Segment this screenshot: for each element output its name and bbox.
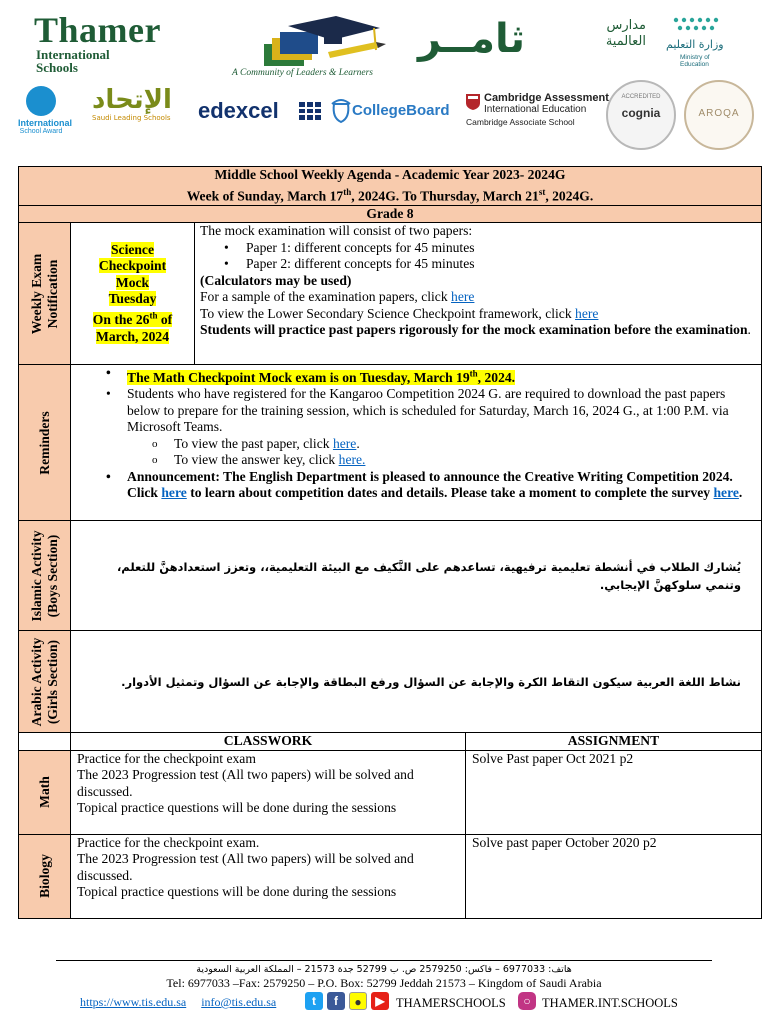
collegeboard-logo: CollegeBoard — [330, 94, 456, 126]
paper-1-item: • Paper 1: different concepts for 45 minutes — [200, 240, 757, 257]
accreditation-logos: International School Award الإتحاد Saudi Leading Schools edexcel CollegeBoard Cambridge Assessment International Education Cambridge Associate School ACCREDITED cognia AROQA — [0, 80, 768, 140]
aroqa-accreditation-seal: AROQA — [684, 80, 754, 150]
classwork-header: CLASSWORK — [71, 733, 466, 751]
graduation-cap-icon — [258, 14, 388, 70]
email-link[interactable]: info@tis.edu.sa — [201, 995, 277, 1009]
youtube-icon[interactable]: ▶ — [371, 992, 389, 1010]
grade-label: Grade 8 — [19, 205, 762, 223]
moe-dots-icon — [670, 16, 726, 34]
islamic-activity-side-label: Islamic Activity (Boys Section) — [19, 521, 71, 631]
creative-writing-announcement: • Announcement: The English Department is pleased to announce the Creative Writing Competition 2024. Click here to learn about competition dates and details. Please take a moment to complete the survey here. — [76, 469, 757, 502]
instagram-handle: THAMER.INT.SCHOOLS — [542, 996, 678, 1010]
paper-2-item: • Paper 2: different concepts for 45 minutes — [200, 256, 757, 273]
assignment-header: ASSIGNMENT — [465, 733, 761, 751]
framework-link[interactable]: here — [575, 305, 599, 321]
weekly-exam-side-label: Weekly Exam Notification — [19, 223, 71, 365]
subject-row-math: Math Practice for the checkpoint exam The 2023 Progression test (All two papers) will be solved and discussed. Topical practice questions will be done during the sessions Solve Past paper Oct 2021 p2 — [19, 750, 762, 834]
mock-exam-details: The mock examination will consist of two papers: • Paper 1: different concepts for 45 minutes • Paper 2: different concepts for 45 minutes (Calculators may be used) For a sample of the examination papers, click here To view the Lower Secondary Science Checkpoint framework, click here Students will practice past papers rigorously for the mock examination before the examination. — [195, 223, 762, 365]
international-school-award-logo: International School Award — [18, 86, 64, 136]
footer-contact: Tel: 6977033 –Fax: 2579250 – P.O. Box: 52799 Jeddah 21573 – Kingdom of Saudi Arabia — [166, 976, 602, 990]
biology-assignment: Solve past paper October 2020 p2 — [465, 834, 761, 918]
isa-badge-icon — [26, 86, 56, 116]
edexcel-logo: edexcel — [198, 98, 279, 123]
subject-row-biology: Biology Practice for the checkpoint exam. The 2023 Progression test (All two papers) will be solved and discussed. Topical practice questions will be done during the sessions Solve past paper October 2020 p2 — [19, 834, 762, 918]
instagram-icon[interactable]: ○ — [518, 992, 536, 1010]
reminders-side-label: Reminders — [19, 365, 71, 521]
biology-classwork: Practice for the checkpoint exam. The 2023 Progression test (All two papers) will be solved and discussed. Topical practice questions will be done during the sessions — [71, 834, 466, 918]
footer-arabic-contact: هاتف: 6977033 – فاكس: 2579250 ص. ب 52799 جدة 21573 – المملكة العربية السعودية — [196, 964, 572, 975]
cambridge-shield-icon — [466, 94, 480, 110]
thamer-logo-en: Thamer International Schools — [34, 10, 161, 75]
edexcel-grid-icon — [299, 102, 321, 120]
math-mock-reminder: • The Math Checkpoint Mock exam is on Tuesday, March 19th, 2024. — [76, 365, 757, 386]
math-classwork: Practice for the checkpoint exam The 2023 Progression test (All two papers) will be solved and discussed. Topical practice questions will be done during the sessions — [71, 750, 466, 834]
collegeboard-acorn-icon — [330, 94, 352, 124]
letterhead — [0, 0, 768, 140]
arabic-activity-side-label: Arabic Activity (Girls Section) — [19, 631, 71, 733]
islamic-activity-text: يُشارك الطلاب في أنشطة تعليمية ترفيهية، تساعدهم على التَّكيف مع البيئة التعليمية،، وتعزز استعدادهنَّ للتعلم، وتنمي سلوكهنَّ الإيجابي. — [71, 521, 762, 631]
math-assignment: Solve Past paper Oct 2021 p2 — [465, 750, 761, 834]
survey-link[interactable]: here — [713, 485, 739, 501]
agenda-title: Middle School Weekly Agenda - Academic Year 2023- 2024G Week of Sunday, March 17th, 2024G. To Thursday, March 21st, 2024G. — [19, 167, 762, 206]
footer-divider — [56, 960, 712, 961]
kangaroo-reminder: • Students who have registered for the Kangaroo Competition 2024 G. are required to download the past papers below to prepare for the training session, which is scheduled for Saturday, March 16, 2024 G., at 1:00 P.M. via Microsoft Teams. — [76, 386, 757, 436]
competition-details-link[interactable]: here — [161, 485, 187, 501]
twitter-icon[interactable]: t — [305, 992, 323, 1010]
science-checkpoint-mock-date: Science Checkpoint Mock Tuesday On the 26th of March, 2024 — [71, 223, 195, 365]
answer-key-link[interactable]: here. — [338, 452, 366, 468]
saudi-leading-schools-logo: الإتحاد Saudi Leading Schools — [92, 85, 172, 122]
sample-papers-link[interactable]: here — [451, 289, 475, 305]
facebook-icon[interactable]: f — [327, 992, 345, 1010]
social-handle: THAMERSCHOOLS — [396, 996, 506, 1010]
ministry-of-education-logo: وزارة التعليم Ministry of Education — [660, 16, 736, 64]
tagline: A Community of Leaders & Learners — [232, 68, 374, 78]
arabic-activity-text: نشاط اللغة العربية سيكون التقاط الكرة والإجابة عن السؤال ورفع البطاقة والإجابة عن السؤال وتمثيل الأدوار. — [71, 631, 762, 733]
reminders-content: • The Math Checkpoint Mock exam is on Tuesday, March 19th, 2024. • Students who have registered for the Kangaroo Competition 2024 G. are required to download the past papers below to prepare for the training session, which is scheduled for Saturday, March 16, 2024 G., at 1:00 P.M. via Microsoft Teams. o To view the past paper, click here. o To view the answer key, click here. • Announcement: The English Department is pleased to announce the Creative Writing Competition 2024. Click here to learn about competition dates and details. Please take a moment to complete the survey here. — [71, 365, 762, 521]
thamer-logo-ar: ثامــر مدارس العالمية — [418, 16, 646, 62]
snapchat-icon[interactable]: ● — [349, 992, 367, 1010]
cognia-accreditation-seal: ACCREDITED cognia — [606, 80, 676, 150]
website-link[interactable]: https://www.tis.edu.sa — [80, 995, 187, 1009]
past-paper-link[interactable]: here — [332, 435, 357, 451]
weekly-agenda-table — [18, 166, 762, 919]
